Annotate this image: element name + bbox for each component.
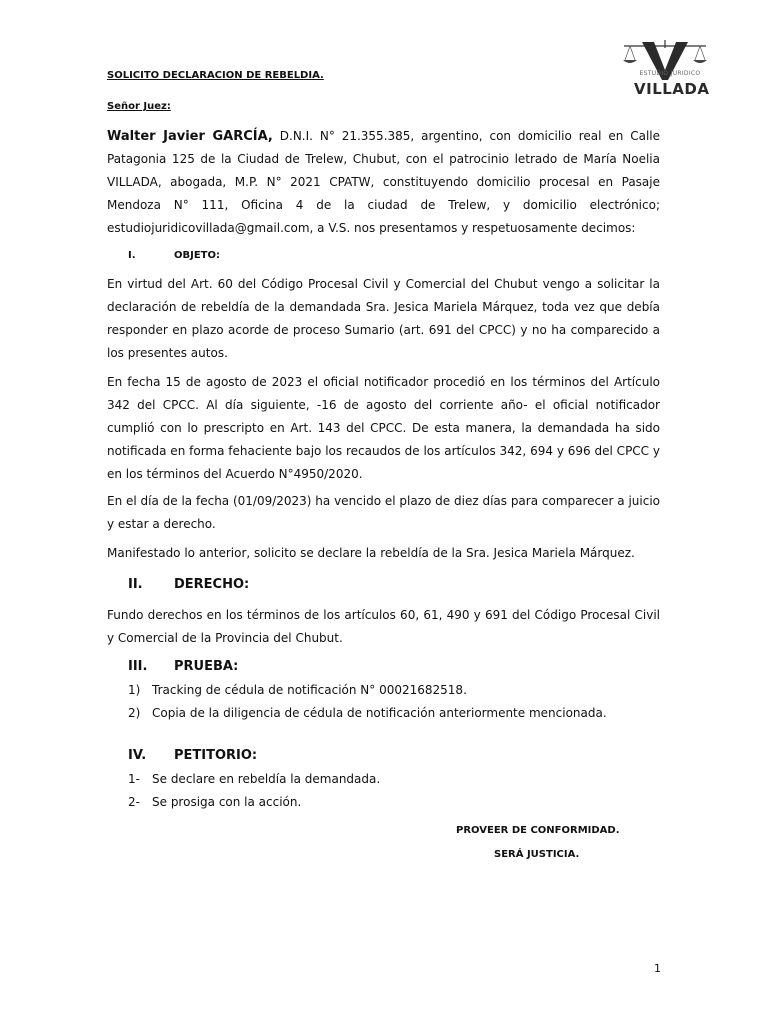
section-number: IV. [128,748,147,763]
item-text: Tracking de cédula de notificación N° 00021682518. [152,683,467,697]
list-item [128,683,467,697]
list-item [128,706,607,720]
item-text: Se prosiga con la acción. [152,795,302,809]
item-number: 2- [128,795,140,809]
item-number: 1- [128,772,140,786]
section-number: II. [128,577,143,592]
party-name: Walter Javier GARCÍA, [107,129,273,144]
section-title: PRUEBA: [174,659,239,674]
section-title: OBJETO: [174,250,220,261]
logo-subtitle: ESTUDIO JURIDICO [639,70,701,77]
document-title: SOLICITO DECLARACION DE REBELDIA. [107,70,324,81]
section-number: III. [128,659,148,674]
item-text: Copia de la diligencia de cédula de notificación anteriormente mencionada. [152,706,607,720]
section-number: I. [128,250,136,261]
salutation: Señor Juez: [107,101,171,112]
section-title: DERECHO: [174,577,250,592]
closing-line-2: SERÁ JUSTICIA. [494,849,580,860]
section-heading-derecho [128,577,249,592]
closing-line-1: PROVEER DE CONFORMIDAD. [456,825,620,836]
section-heading-prueba [128,659,238,674]
logo-name: VILLADA [634,80,710,98]
list-item [128,772,380,786]
item-number: 2) [128,706,141,720]
objeto-paragraph-1: En virtud del Art. 60 del Código Procesal Civil y Comercial del Chubut vengo a solicitar la declaración de rebeldía de la demandada Sra. Jesica Mariela Márquez, toda vez que debía responder en plazo acorde de proceso Sumario (art. 691 del CPCC) y no ha comparecido a los presentes autos. [107,277,660,360]
list-item [128,795,301,809]
objeto-paragraph-4: Manifestado lo anterior, solicito se declare la rebeldía de la Sra. Jesica Mariela Márquez. [107,546,635,560]
objeto-paragraph-2: En fecha 15 de agosto de 2023 el oficial notificador procedió en los términos del Artículo 342 del CPCC. Al día siguiente, -16 de agosto del corriente año- el oficial notificador cumplió con lo prescripto en Art. 143 del CPCC. De esta manera, la demandada ha sido notificada en forma fehaciente bajo los recaudos de los artículos 342, 694 y 696 del CPCC y en los términos del Acuerdo N°4950/2020. [107,375,660,481]
objeto-paragraph-3: En el día de la fecha (01/09/2023) ha vencido el plazo de diez días para comparecer a juicio y estar a derecho. [107,494,660,531]
intro-text: D.N.I. N° 21.355.385, argentino, con domicilio real en Calle Patagonia 125 de la Ciudad de Trelew, Chubut, con el patrocinio letrado de María Noelia VILLADA, abogada, M.P. N° 2021 CPATW, constituyendo domicilio procesal en Pasaje Mendoza N° 111, Oficina 4 de la ciudad de Trelew, y domicilio electrónico; estudiojuridicovillada@gmail.com, a V.S. nos presentamos y respetuosamente decimos: [107,129,660,235]
section-heading-objeto [128,250,220,261]
item-number: 1) [128,683,141,697]
section-title: PETITORIO: [174,748,258,763]
derecho-paragraph: Fundo derechos en los términos de los artículos 60, 61, 490 y 691 del Código Procesal Civil y Comercial de la Provincia del Chubut. [107,608,660,645]
item-text: Se declare en rebeldía la demandada. [152,772,381,786]
page-number: 1 [654,962,661,975]
section-heading-petitorio [128,748,257,763]
intro-paragraph [107,125,660,240]
